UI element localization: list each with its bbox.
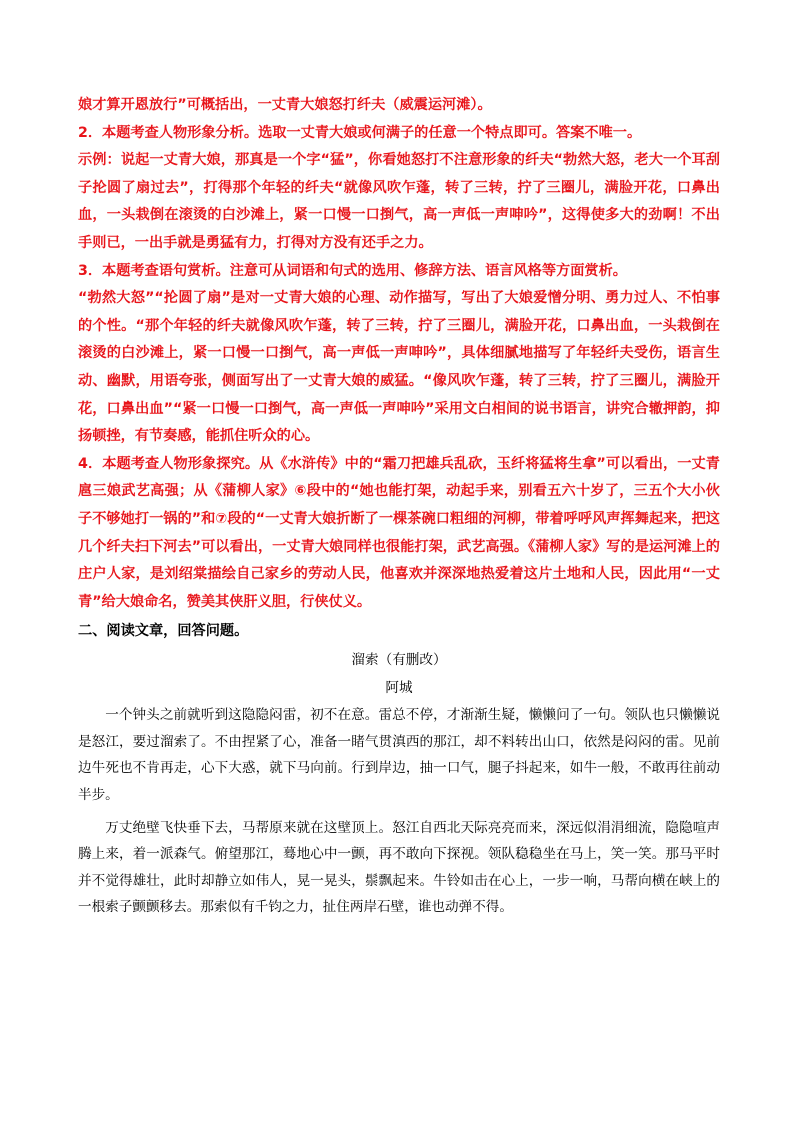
article-author: 阿城 [385,680,413,697]
answer-1-tail: 娘才算开恩放行”可概括出，一丈青大娘怒打纤夫（威震运河滩）。 [78,97,492,113]
answer-2-example: 示例：说起一丈青大娘，那真是一个字“猛”，你看她怒打不注意形象的纤夫“勃然大怒，老大一个耳刮子抡圆了扇过去”，打得那个年轻的纤夫“就像风吹乍蓬，转了三转，拧了三圈儿，满脸开花，口鼻出血，一头栽倒在滚烫的白沙滩上，紧一口慢一口捯气，高一声低一声呻吟”，这得使多大的劲啊！不出手则已，一出手就是勇猛有力，打得对方没有还手之力。 [78,152,720,251]
answer-3-body: “勃然大怒”“抡圆了扇”是对一丈青大娘的心理、动作描写，写出了大娘爱憎分明、勇力过人、不怕事的个性。“那个年轻的纤夫就像风吹乍蓬，转了三转，拧了三圈儿，满脸开花，口鼻出血，一头栽倒在滚烫的白沙滩上，紧一口慢一口捯气，高一声低一声呻吟”，具体细腻地描写了年轻纤夫受伤，语言生动、幽默，用语夸张，侧面写出了一丈青大娘的威猛。“像风吹乍蓬，转了三转，拧了三圈儿，满脸开花，口鼻出血”“紧一口慢一口捯气，高一声低一声呻吟”采用文白相间的说书语言，讲究合辙押韵，抑扬顿挫，有节奏感，能抓住听众的心。 [78,290,720,445]
answer-section [78,92,720,616]
answer-2-heading: 2．本题考查人物形象分析。选取一丈青大娘或何满子的任意一个特点即可。答案不唯一。 [78,124,642,141]
answer-3-heading: 3．本题考查语句赏析。注意可从词语和句式的选用、修辞方法、语言风格等方面赏析。 [78,262,627,279]
section-heading: 二、阅读文章，回答问题。 [78,623,249,640]
article-title: 溜索（有删改） [351,652,447,669]
article-paragraph-2: 万丈绝壁飞快垂下去，马帮原来就在这壁顶上。怒江自西北天际亮亮而来，深远似涓涓细流，隐隐喧声腾上来，着一派森气。俯望那江，蓦地心中一颤，再不敢向下探视。领队稳稳坐在马上，笑一笑。那马平时并不觉得雄壮，此时却静立如伟人，晃一晃头，鬃飘起来。牛铃如击在心上，一步一响，马帮向横在峡上的一根索子颤颤移去。那索似有千钧之力，扯住两岸石壁，谁也动弹不得。 [78,819,720,916]
article [78,646,720,921]
answer-4: 4．本题考查人物形象探究。从《水浒传》中的“霜刀把雄兵乱砍，玉纤将猛将生拿”可以看出，一丈青扈三娘武艺高强；从《蒲柳人家》⑥段中的“她也能打架，动起手来，别看五六十岁了，三五个大小伙子不够她打一锅的”和⑦段的“一丈青大娘折断了一棵茶碗口粗细的河柳，带着呼呼风声挥舞起来，把这几个纤夫扫下河去”可以看出，一丈青大娘同样也很能打架，武艺高强。《蒲柳人家》写的是运河滩上的庄户人家，是刘绍棠描绘自己家乡的劳动人民，他喜欢并深深地热爱着这片土地和人民，因此用“一丈青”给大娘命名，赞美其侠肝义胆，行侠仗义。 [78,455,720,610]
article-paragraph-1: 一个钟头之前就听到这隐隐闷雷，初不在意。雷总不停，才渐渐生疑，懒懒问了一句。领队也只懒懒说是怒江，要过溜索了。不由捏紧了心，准备一睹气贯滇西的那江，却不料转出山口，依然是闷闷的雷。见前边牛死也不肯再走，心下大惑，就下马向前。行到岸边，抽一口气，腿子抖起来，如牛一般，不敢再往前动半步。 [78,707,720,804]
